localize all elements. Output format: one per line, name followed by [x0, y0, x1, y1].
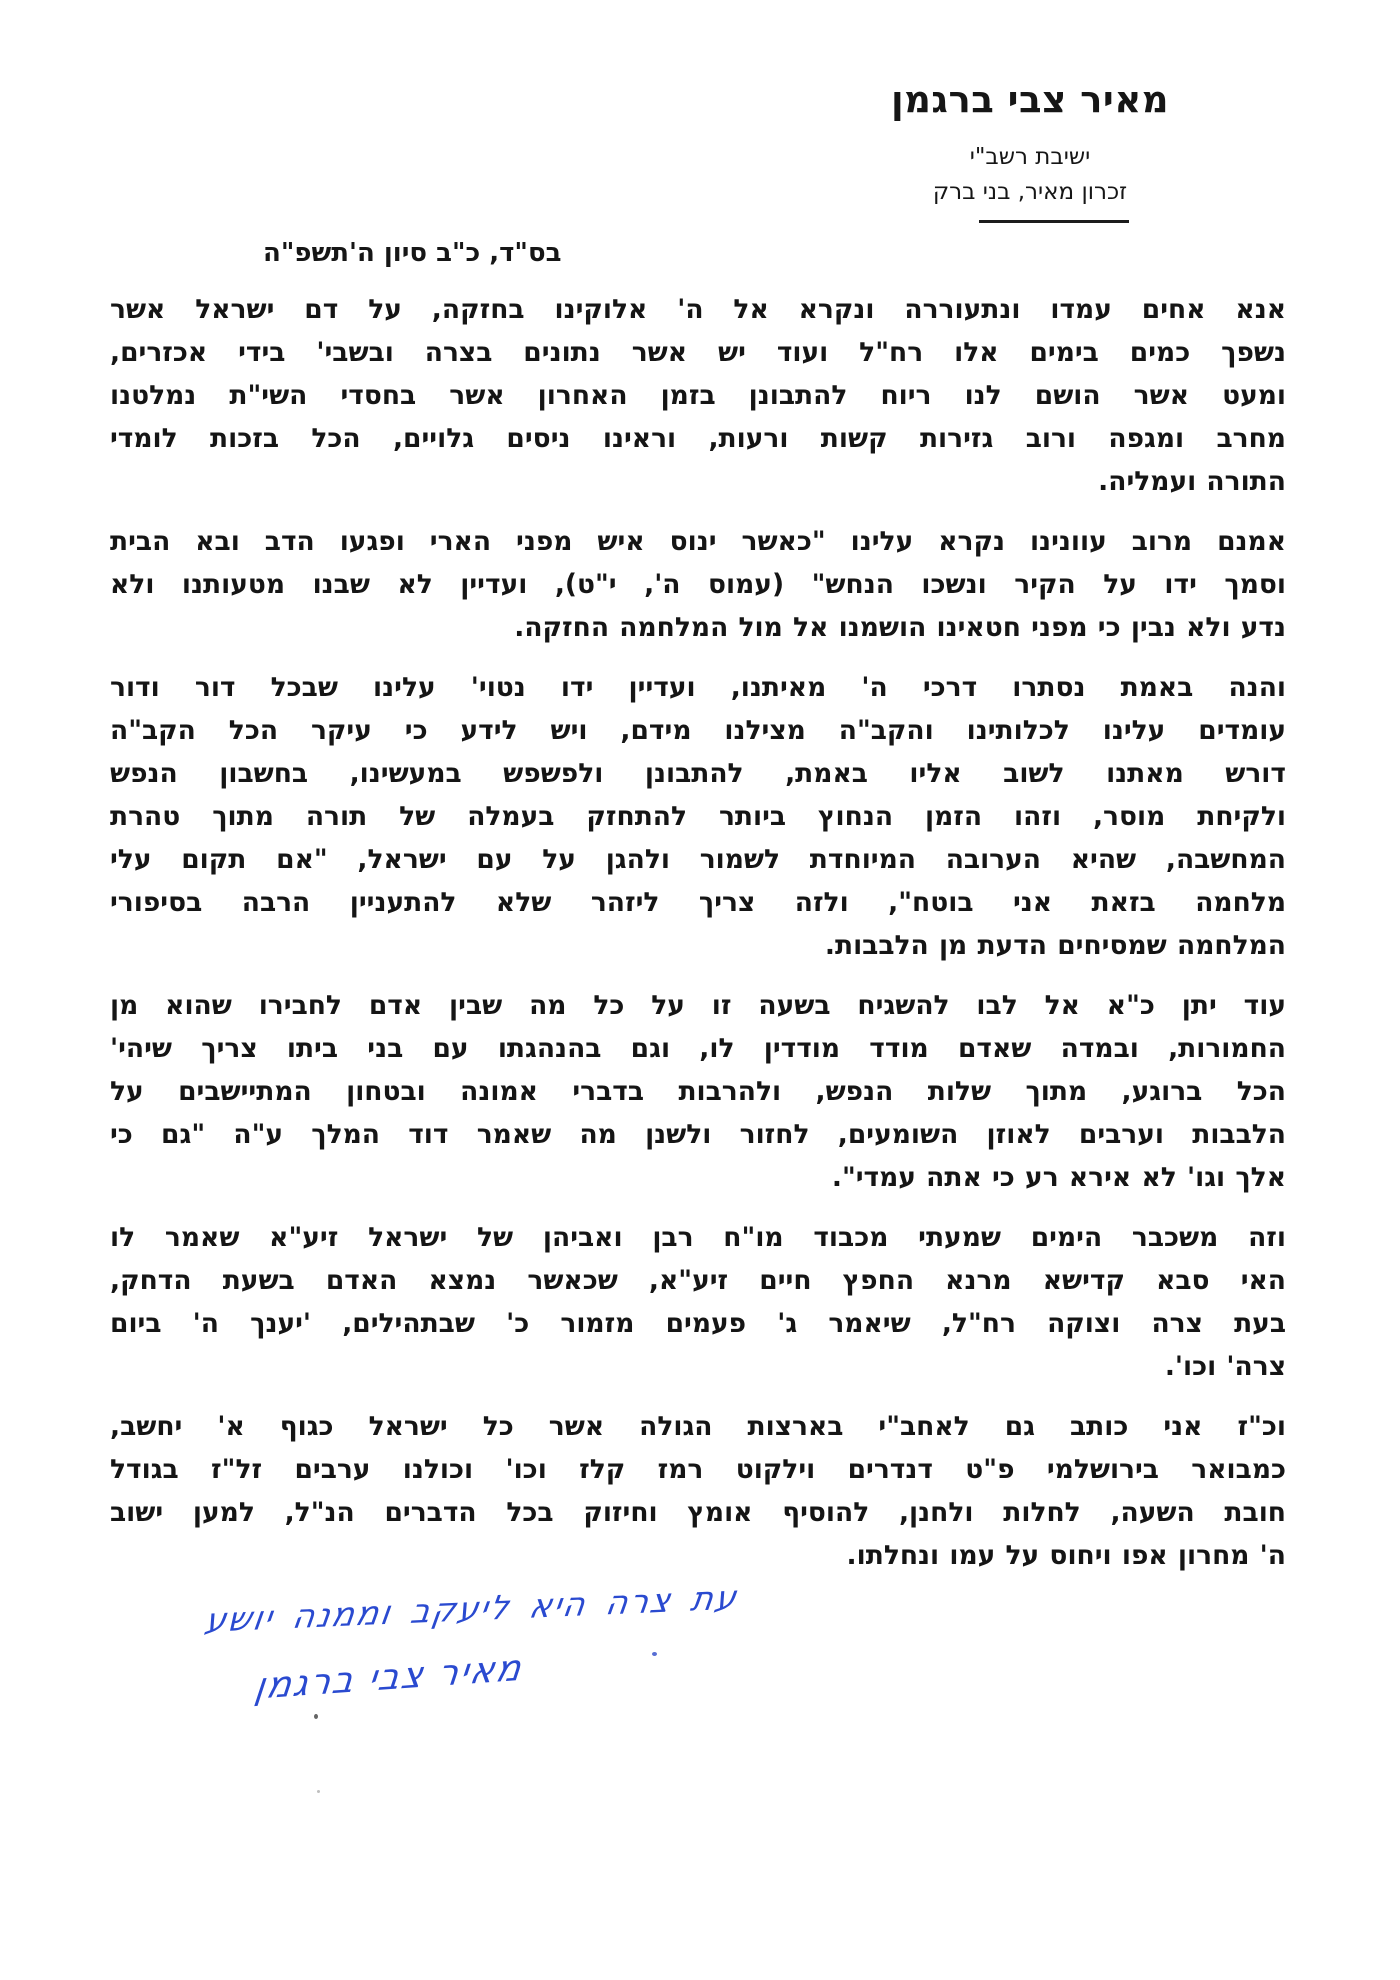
body-line: הלבבות וערבים לאוזן השומעים, לחזור ולשנן מה שאמר דוד המלך ע"ה "גם כי	[110, 1119, 1286, 1150]
body-line: וכ"ז אני כותב גם לאחב"י בארצות הגולה אשר כל ישראל כגוף א' יחשב,	[110, 1411, 1286, 1442]
body-line: הכל ברוגע, מתוך שלות הנפש, ולהרבות בדברי אמונה ובטחון המתיישבים על	[110, 1076, 1286, 1107]
yeshiva-name: ישיבת רשב"י	[969, 144, 1091, 170]
body-line: התורה ועמליה.	[1098, 466, 1286, 497]
body-line: נדע ולא נבין כי מפני חטאינו הושמנו אל מול המלחמה החזקה.	[514, 612, 1286, 643]
signature-verse: עת צרה היא ליעקב וממנה יושע	[202, 1577, 742, 1640]
body-line: מחרב ומגפה ורוב גזירות קשות ורעות, וראינו ניסים גלויים, הכל בזכות לומדי	[110, 423, 1286, 454]
letterhead	[830, 80, 1230, 223]
body-line: בעת צרה וצוקה רח"ל, שיאמר ג' פעמים מזמור כ' שבתהילים, 'יענך ה' ביום	[110, 1308, 1286, 1339]
body-line: ומעט אשר הושם לנו ריוח להתבונן בזמן האחרון אשר בחסדי השי"ת נמלטנו	[110, 380, 1286, 411]
sender-name: מאיר צבי ברגמן	[890, 78, 1170, 121]
body-line: עוד יתן כ"א אל לבו להשגיח בשעה זו על כל מה שבין אדם לחבירו שהוא מן	[110, 990, 1286, 1021]
body-line: חובת השעה, לחלות ולחנן, להוסיף אומץ וחיזוק בכל הדברים הנ"ל, למען ישוב	[110, 1497, 1286, 1528]
body-line: והנה באמת נסתרו דרכי ה' מאיתנו, ועדיין ידו נטוי' עלינו שבכל דור ודור	[110, 672, 1286, 703]
yeshiva-address: זכרון מאיר, בני ברק	[932, 179, 1128, 205]
body-paragraph	[110, 1216, 1286, 1388]
body-line: החמורות, ובמדה שאדם מודד מודדין לו, וגם בהנהגתו עם בני ביתו צריך שיהי'	[110, 1033, 1286, 1064]
body-line: המחשבה, שהיא הערובה המיוחדת לשמור ולהגן על עם ישראל, "אם תקום עלי	[110, 844, 1286, 875]
scan-speck	[317, 1790, 320, 1793]
body-line: אלך וגו' לא אירא רע כי אתה עמדי".	[831, 1162, 1286, 1193]
signature-name: מאיר צבי ברגמן	[252, 1647, 526, 1708]
ink-speck	[652, 1652, 657, 1656]
body-line: כמבואר בירושלמי פ"ט דנדרים וילקוט רמז קלז וכו' וכולנו ערבים זל"ז בגודל	[110, 1454, 1286, 1485]
scan-speck	[314, 1714, 318, 1719]
body-line: מלחמה בזאת אני בוטח", ולזה צריך ליזהר שלא להתעניין הרבה בסיפורי	[110, 887, 1286, 918]
body-line: המלחמה שמסיחים הדעת מן הלבבות.	[824, 930, 1286, 961]
body-paragraph	[110, 1405, 1286, 1577]
body-line: אנא אחים עמדו ונתעוררה ונקרא אל ה' אלוקינו בחזקה, על דם ישראל אשר	[110, 294, 1286, 325]
body-line: אמנם מרוב עוונינו נקרא עלינו "כאשר ינוס איש מפני הארי ופגעו הדב ובא הבית	[110, 526, 1286, 557]
body-line: דורש מאתנו לשוב אליו באמת, להתבונן ולפשפש במעשינו, בחשבון הנפש	[110, 758, 1286, 789]
body-line: ולקיחת מוסר, וזהו הזמן הנחוץ ביותר להתחזק בעמלה של תורה מתוך טהרת	[110, 801, 1286, 832]
body-paragraph	[110, 984, 1286, 1199]
body-line: וסמך ידו על הקיר ונשכו הנחש" (עמוס ה', י"ט), ועדיין לא שבנו מטעותנו ולא	[110, 569, 1286, 600]
body-paragraph	[110, 666, 1286, 967]
letterhead-divider-line	[979, 220, 1129, 223]
body-line: נשפך כמים בימים אלו רח"ל ועוד יש אשר נתונים בצרה ובשבי' בידי אכזרים,	[110, 337, 1286, 368]
body-line: עומדים עלינו לכלותינו והקב"ה מצילנו מידם, ויש לידע כי עיקר הכל הקב"ה	[110, 715, 1286, 746]
body-line: צרה' וכו'.	[1164, 1351, 1286, 1382]
body-line: האי סבא קדישא מרנא החפץ חיים זיע"א, שכאשר נמצא האדם בשעת הדחק,	[110, 1265, 1286, 1296]
letter-body	[110, 288, 1286, 1594]
body-paragraph	[110, 520, 1286, 649]
body-paragraph	[110, 288, 1286, 503]
body-line: וזה משכבר הימים שמעתי מכבוד מו"ח רבן ואביהן של ישראל זיע"א שאמר לו	[110, 1222, 1286, 1253]
body-line: ה' מחרון אפו ויחוס על עמו ונחלתו.	[846, 1540, 1286, 1571]
date-line: בס"ד, כ"ב סיון ה'תשפ"ה	[263, 238, 562, 268]
